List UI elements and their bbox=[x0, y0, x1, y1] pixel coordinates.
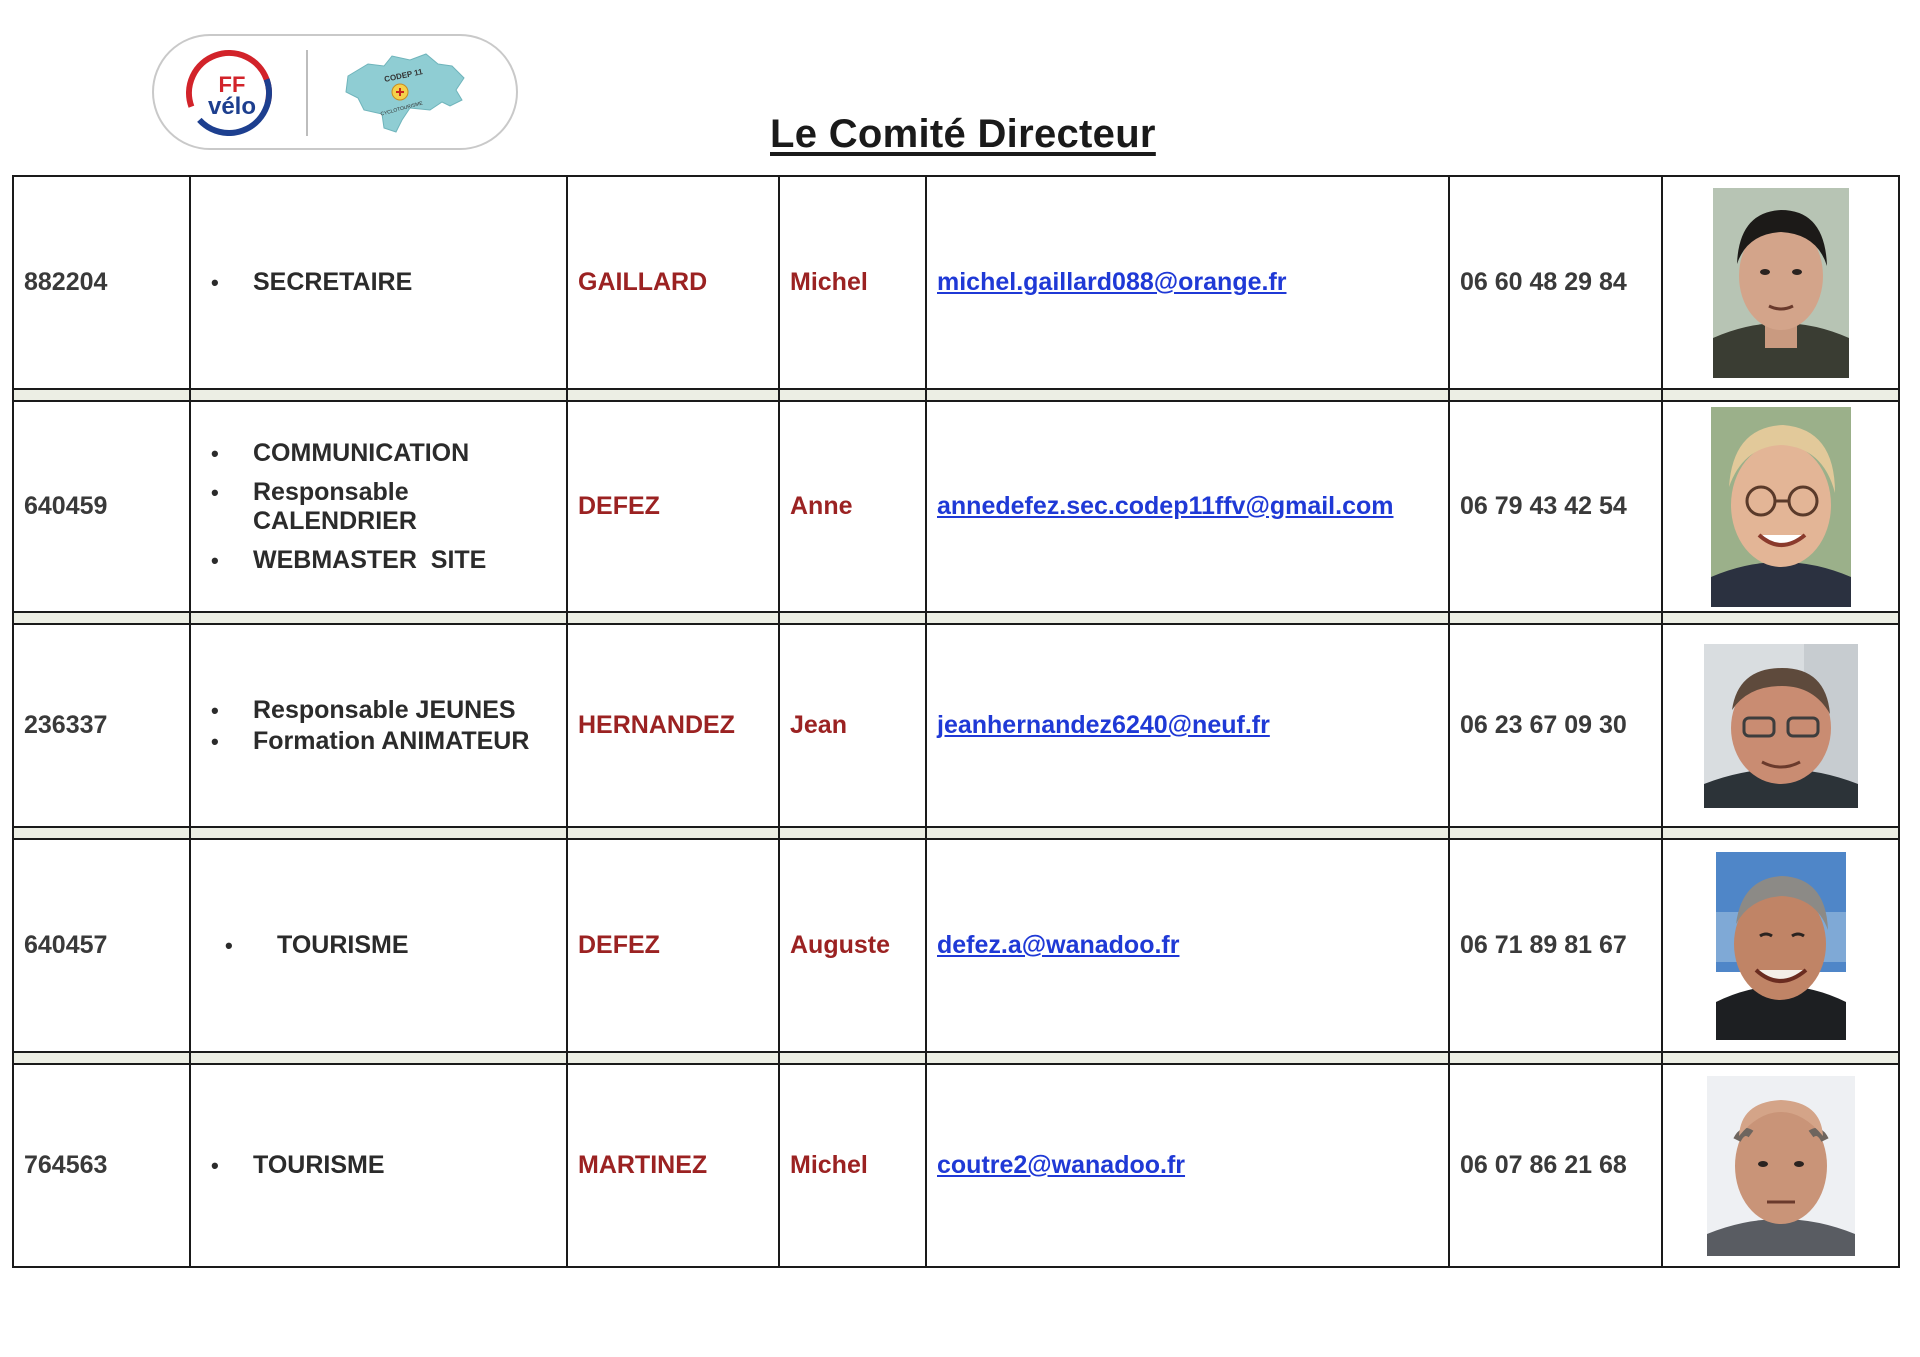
member-roles bbox=[190, 401, 567, 612]
svg-text:FF: FF bbox=[218, 72, 246, 97]
row-separator bbox=[13, 1052, 1899, 1064]
member-first-name: Anne bbox=[779, 401, 926, 612]
row-separator bbox=[13, 389, 1899, 401]
role-item: • TOURISME bbox=[215, 931, 556, 960]
member-email-cell bbox=[926, 624, 1449, 827]
member-id: 764563 bbox=[13, 1064, 190, 1267]
svg-text:CYCLOTOURISME: CYCLOTOURISME bbox=[379, 100, 424, 118]
member-photo-cell bbox=[1662, 401, 1899, 612]
member-first-name: Jean bbox=[779, 624, 926, 827]
member-id: 640457 bbox=[13, 839, 190, 1052]
role-item: • Responsable CALENDRIER bbox=[201, 478, 556, 536]
member-email-cell bbox=[926, 401, 1449, 612]
svg-text:CODEP 11: CODEP 11 bbox=[383, 67, 424, 85]
table-row bbox=[13, 624, 1899, 827]
table-row bbox=[13, 1064, 1899, 1267]
member-email-cell bbox=[926, 1064, 1449, 1267]
row-separator bbox=[13, 827, 1899, 839]
member-roles bbox=[190, 839, 567, 1052]
member-email-link[interactable]: michel.gaillard088@orange.fr bbox=[937, 268, 1287, 296]
member-roles bbox=[190, 624, 567, 827]
member-photo-cell bbox=[1662, 1064, 1899, 1267]
member-email-link[interactable]: coutre2@wanadoo.fr bbox=[937, 1151, 1186, 1179]
member-photo bbox=[1713, 188, 1849, 378]
role-item: • Responsable JEUNES bbox=[201, 696, 556, 725]
member-photo bbox=[1716, 852, 1846, 1040]
role-item: • COMMUNICATION bbox=[201, 439, 556, 468]
member-first-name: Michel bbox=[779, 1064, 926, 1267]
member-phone: 06 60 48 29 84 bbox=[1449, 176, 1662, 389]
member-first-name: Michel bbox=[779, 176, 926, 389]
role-item: • SECRETAIRE bbox=[201, 268, 556, 297]
member-last-name: DEFEZ bbox=[567, 401, 779, 612]
table-row bbox=[13, 176, 1899, 389]
member-roles bbox=[190, 1064, 567, 1267]
codep11-map-logo-icon bbox=[340, 48, 470, 138]
table-row bbox=[13, 401, 1899, 612]
role-item: • WEBMASTER SITE bbox=[201, 546, 556, 575]
member-photo-cell bbox=[1662, 839, 1899, 1052]
role-item: • TOURISME bbox=[201, 1151, 556, 1180]
row-separator bbox=[13, 612, 1899, 624]
member-phone: 06 79 43 42 54 bbox=[1449, 401, 1662, 612]
member-roles bbox=[190, 176, 567, 389]
member-phone: 06 07 86 21 68 bbox=[1449, 1064, 1662, 1267]
member-id: 882204 bbox=[13, 176, 190, 389]
logo-divider bbox=[306, 50, 308, 136]
member-email-link[interactable]: annedefez.sec.codep11ffv@gmail.com bbox=[937, 492, 1394, 520]
member-photo-cell bbox=[1662, 624, 1899, 827]
member-photo bbox=[1704, 644, 1858, 808]
member-id: 640459 bbox=[13, 401, 190, 612]
member-photo-cell bbox=[1662, 176, 1899, 389]
role-item: • Formation ANIMATEUR bbox=[201, 727, 556, 756]
ffvelo-logo-icon bbox=[186, 50, 272, 136]
member-last-name: GAILLARD bbox=[567, 176, 779, 389]
member-last-name: HERNANDEZ bbox=[567, 624, 779, 827]
member-first-name: Auguste bbox=[779, 839, 926, 1052]
member-id: 236337 bbox=[13, 624, 190, 827]
member-email-cell bbox=[926, 176, 1449, 389]
member-last-name: DEFEZ bbox=[567, 839, 779, 1052]
member-email-link[interactable]: jeanhernandez6240@neuf.fr bbox=[937, 711, 1270, 739]
committee-table bbox=[12, 175, 1900, 1268]
member-last-name: MARTINEZ bbox=[567, 1064, 779, 1267]
table-row bbox=[13, 839, 1899, 1052]
page-title: Le Comité Directeur bbox=[770, 112, 1156, 156]
member-phone: 06 71 89 81 67 bbox=[1449, 839, 1662, 1052]
member-email-cell bbox=[926, 839, 1449, 1052]
member-photo bbox=[1707, 1076, 1855, 1256]
logo-banner bbox=[152, 34, 518, 150]
svg-text:vélo: vélo bbox=[207, 93, 257, 120]
member-phone: 06 23 67 09 30 bbox=[1449, 624, 1662, 827]
member-photo bbox=[1711, 407, 1851, 607]
member-email-link[interactable]: defez.a@wanadoo.fr bbox=[937, 931, 1180, 959]
